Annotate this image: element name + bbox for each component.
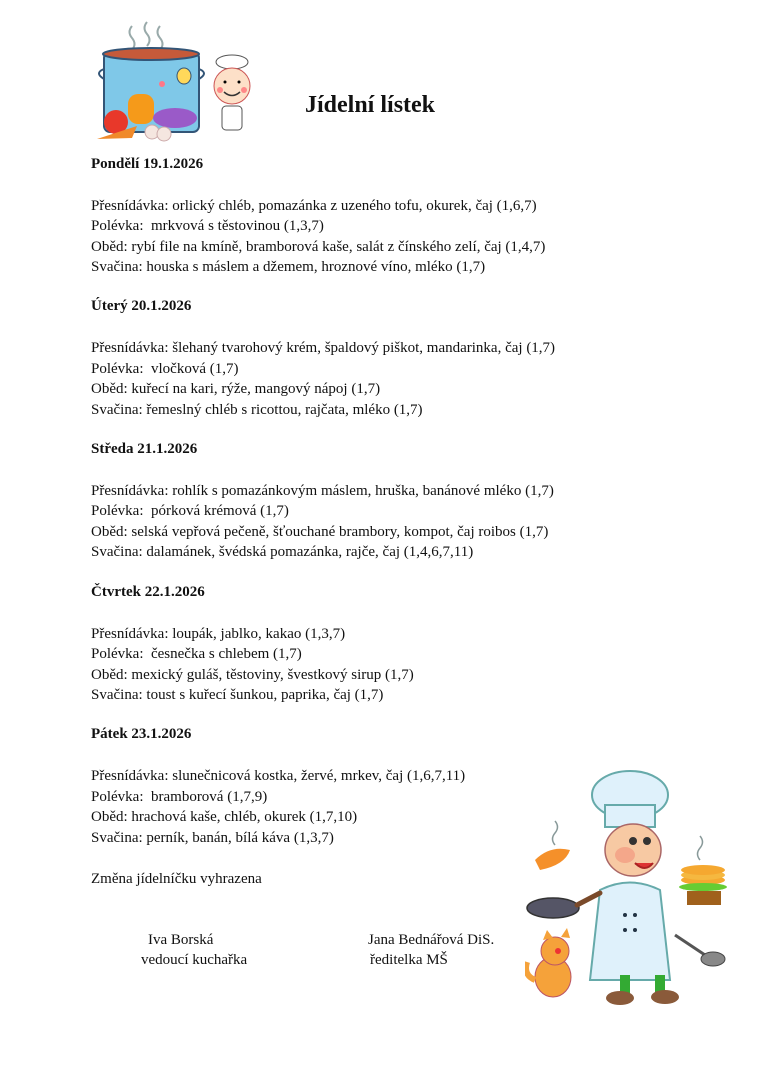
menu-line-tuesday-afternoon: Svačina: řemeslný chléb s ricottou, rajčata, mléko (1,7) <box>91 402 423 418</box>
signature-role-cook: vedoucí kuchařka <box>141 952 248 968</box>
menu-line-friday-soup: Polévka: bramborová (1,7,9) <box>91 789 268 805</box>
menu-line-wednesday-lunch: Oběd: selská vepřová pečeně, šťouchané brambory, kompot, čaj roibos (1,7) <box>91 524 549 540</box>
day-heading-tuesday: Úterý 20.1.2026 <box>91 298 192 314</box>
menu-line-tuesday-lunch: Oběd: kuřecí na kari, rýže, mangový nápoj (1,7) <box>91 381 381 397</box>
signature-name-director: Jana Bednářová DiS. <box>368 932 495 948</box>
signature-role-director: ředitelka MŠ <box>370 952 448 968</box>
day-heading-friday: Pátek 23.1.2026 <box>91 726 192 742</box>
menu-line-thursday-lunch: Oběd: mexický guláš, těstoviny, švestkový sirup (1,7) <box>91 667 414 683</box>
page-title: Jídelní lístek <box>305 92 436 118</box>
day-heading-monday: Pondělí 19.1.2026 <box>91 156 204 172</box>
menu-line-monday-afternoon: Svačina: houska s máslem a džemem, hroznové víno, mléko (1,7) <box>91 259 486 275</box>
menu-line-wednesday-soup: Polévka: pórková krémová (1,7) <box>91 503 289 519</box>
cooking-pot-icon <box>92 14 262 144</box>
chef-illustration <box>525 765 735 1015</box>
menu-line-tuesday-snack: Přesnídávka: šlehaný tvarohový krém, špaldový piškot, mandarinka, čaj (1,7) <box>91 340 556 356</box>
menu-line-friday-snack: Přesnídávka: slunečnicová kostka, žervé, mrkev, čaj (1,6,7,11) <box>91 768 466 784</box>
menu-line-tuesday-soup: Polévka: vločková (1,7) <box>91 361 239 377</box>
menu-line-friday-afternoon: Svačina: perník, banán, bílá káva (1,3,7) <box>91 830 334 846</box>
day-heading-wednesday: Středa 21.1.2026 <box>91 441 198 457</box>
menu-line-monday-snack: Přesnídávka: orlický chléb, pomazánka z uzeného tofu, okurek, čaj (1,6,7) <box>91 198 537 214</box>
cooking-pot-illustration <box>92 14 262 144</box>
menu-line-friday-lunch: Oběd: hrachová kaše, chléb, okurek (1,7,10) <box>91 809 358 825</box>
menu-line-thursday-afternoon: Svačina: toust s kuřecí šunkou, paprika, čaj (1,7) <box>91 687 384 703</box>
menu-line-wednesday-afternoon: Svačina: dalamánek, švédská pomazánka, rajče, čaj (1,4,6,7,11) <box>91 544 474 560</box>
menu-line-thursday-snack: Přesnídávka: loupák, jablko, kakao (1,3,7) <box>91 626 346 642</box>
chef-icon <box>525 765 735 1015</box>
menu-line-monday-lunch: Oběd: rybí file na kmíně, bramborová kaše, salát z čínského zelí, čaj (1,4,7) <box>91 239 546 255</box>
signature-name-cook: Iva Borská <box>148 932 214 948</box>
day-heading-thursday: Čtvrtek 22.1.2026 <box>91 584 205 600</box>
menu-line-wednesday-snack: Přesnídávka: rohlík s pomazánkovým máslem, hruška, banánové mléko (1,7) <box>91 483 554 499</box>
menu-change-notice: Změna jídelníčku vyhrazena <box>91 871 262 887</box>
menu-line-thursday-soup: Polévka: česnečka s chlebem (1,7) <box>91 646 302 662</box>
menu-line-monday-soup: Polévka: mrkvová s těstovinou (1,3,7) <box>91 218 324 234</box>
